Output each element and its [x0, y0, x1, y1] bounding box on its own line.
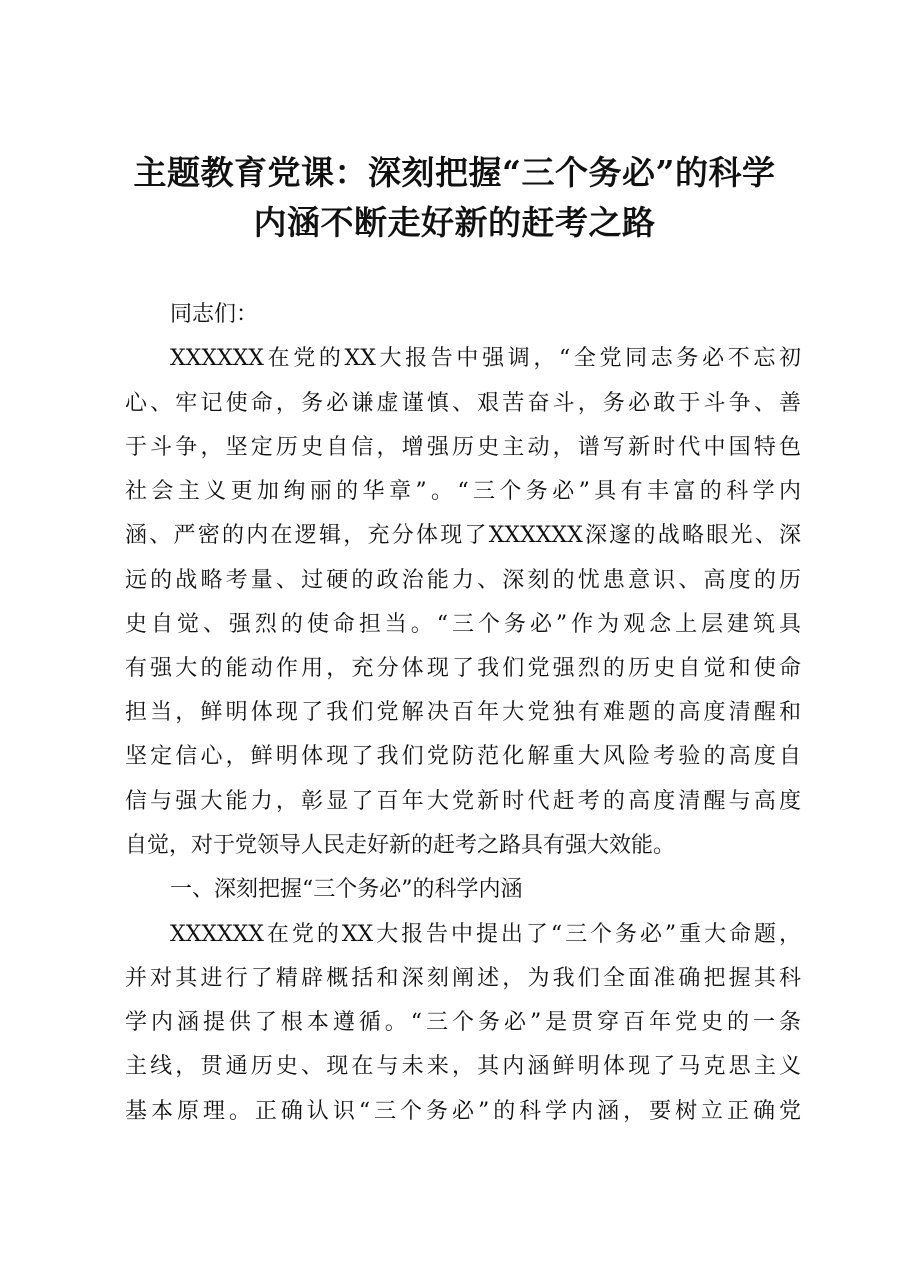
paragraph-2-line: 主线，贯通历史、现在与未来，其内涵鲜明体现了马克思主义 — [125, 1054, 801, 1079]
paragraph-1-line: 涵、严密的内在逻辑，充分体现了XXXXXX深邃的战略眼光、深 — [125, 523, 801, 548]
paragraph-1-line: XXXXXX在党的XX大报告中强调，“全党同志务必不忘初 — [170, 346, 801, 371]
section-heading-1: 一、深刻把握“三个务必”的科学内涵 — [170, 877, 523, 902]
paragraph-1-line: 信与强大能力，彰显了百年大党新时代赶考的高度清醒与高度 — [125, 789, 801, 814]
salutation: 同志们： — [170, 302, 259, 327]
document-title-line-1: 主题教育党课：深刻把握“三个务必”的科学 — [133, 153, 776, 192]
document-title-line-2: 内涵不断走好新的赶考之路 — [253, 203, 656, 242]
paragraph-1-line: 史自觉、强烈的使命担当。“三个务必”作为观念上层建筑具 — [125, 612, 801, 637]
paragraph-1-line: 于斗争，坚定历史自信，增强历史主动，谱写新时代中国特色 — [125, 435, 801, 460]
paragraph-2-line: XXXXXX在党的XX大报告中提出了“三个务必”重大命题， — [170, 922, 801, 947]
paragraph-1-line: 自觉，对于党领导人民走好新的赶考之路具有强大效能。 — [125, 833, 676, 858]
paragraph-2-line: 基本原理。正确认识“三个务必”的科学内涵，要树立正确党 — [125, 1099, 801, 1124]
paragraph-1-line: 有强大的能动作用，充分体现了我们党强烈的历史自觉和使命 — [125, 656, 801, 681]
paragraph-1-line: 远的战略考量、过硬的政治能力、深刻的忧患意识、高度的历 — [125, 568, 801, 593]
paragraph-1-line: 坚定信心，鲜明体现了我们党防范化解重大风险考验的高度自 — [125, 744, 801, 769]
paragraph-2-line: 并对其进行了精辟概括和深刻阐述，为我们全面准确把握其科 — [125, 966, 801, 991]
paragraph-1-line: 担当，鲜明体现了我们党解决百年大党独有难题的高度清醒和 — [125, 700, 801, 725]
paragraph-1-line: 社会主义更加绚丽的华章”。“三个务必”具有丰富的科学内 — [125, 479, 801, 504]
paragraph-1-line: 心、牢记使命，务必谦虚谨慎、艰苦奋斗，务必敢于斗争、善 — [125, 391, 801, 416]
paragraph-2-line: 学内涵提供了根本遵循。“三个务必”是贯穿百年党史的一条 — [125, 1010, 801, 1035]
